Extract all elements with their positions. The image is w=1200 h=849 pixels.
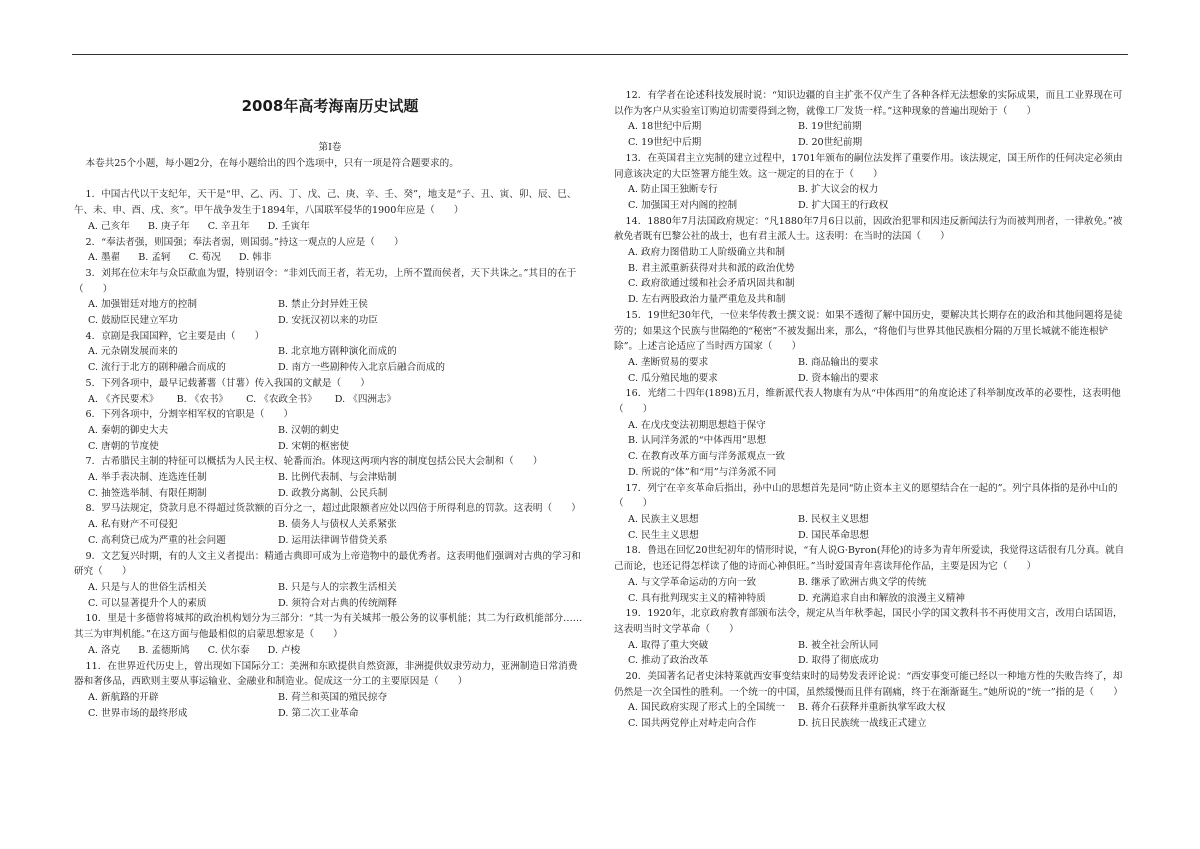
question-stem: 14．1880年7月法国政府规定：“凡1880年7月6日以前，因政治犯罪和因违反新闻法行为而被判刑者，一律赦免。”被赦免者既有巴黎公社的战士，也有君主派人士。这表明：在当时的法国（ ） [614, 215, 1123, 243]
answer-option: C. 流行于北方的剧种融合而成的 [88, 362, 226, 374]
answer-option: C. 推动了政治改革 [628, 655, 709, 667]
answer-option: B. 君主派重新获得对共和派的政治优势 [628, 262, 795, 274]
answer-option: C. 辛丑年 [207, 220, 250, 232]
answer-option: B. 禁止分封异姓王侯 [278, 299, 368, 311]
answer-option: C. 荀况 [188, 252, 221, 264]
answer-option: B. 扩大议会的权力 [798, 184, 879, 196]
answer-option: A. 与文学革命运动的方向一致 [628, 576, 757, 588]
option-list [614, 119, 1130, 150]
answer-option: D. 安抚汉初以来的功臣 [278, 315, 378, 327]
answer-option: A. 举手表决制、连选连任制 [88, 472, 207, 484]
answer-option: D. 《四洲志》 [334, 393, 397, 405]
answer-option: C. 瓜分殖民地的要求 [628, 372, 718, 384]
answer-option: C. 伏尔泰 [207, 644, 250, 656]
answer-option: B. 债务人与债权人关系紧张 [278, 519, 397, 531]
option-list [614, 418, 1130, 481]
question-stem: 9．文艺复兴时期，有的人文主义者提出：精通古典即可成为上帝造物中的最优秀者。这表明他们强调对古典的学习和研究（ ） [74, 550, 581, 578]
answer-option: C. 19世纪中后期 [628, 137, 702, 149]
question-stem: 6．下列各项中，分割宰相军权的官职是（ ） [85, 409, 294, 421]
answer-option: A. 取得了重大突破 [628, 639, 709, 651]
option-list [614, 512, 1130, 543]
answer-option: D. 南方一些剧种传入北京后融合而成的 [278, 362, 445, 374]
question-stem: 17．列宁在辛亥革命后指出，孙中山的思想首先是同“防止资本主义的愿望结合在一起的”。列宁具体指的是孙中山的（ ） [614, 482, 1118, 510]
answer-option: C. 可以显著提升个人的素质 [88, 597, 207, 609]
option-list [74, 250, 586, 266]
answer-option: A. 民族主义思想 [628, 513, 699, 525]
option-list [74, 297, 586, 328]
question [614, 669, 1130, 732]
answer-option: A. 《齐民要术》 [88, 393, 159, 405]
answer-option: D. 扩大国王的行政权 [798, 199, 889, 211]
option-list [74, 344, 586, 375]
question-stem: 3．刘邦在位末年与众臣歃血为盟，特别诏令：“非刘氏而王者，若无功，上所不置而侯者，天下共诛之。”其目的在于（ ） [74, 267, 577, 295]
answer-option: B. 孟轲 [138, 252, 171, 264]
answer-option: C. 《农政全书》 [246, 393, 317, 405]
answer-option: A. 只是与人的世俗生活相关 [88, 581, 207, 593]
option-list [74, 219, 586, 235]
option-list [74, 423, 586, 454]
question [614, 214, 1130, 308]
answer-option: A. 防止国王独断专行 [628, 184, 718, 196]
option-list [74, 470, 586, 501]
answer-option: A. 垄断贸易的要求 [628, 356, 709, 368]
answer-option: C. 世界市场的最终形成 [88, 707, 188, 719]
answer-option: C. 唐朝的节度使 [88, 440, 159, 452]
question [614, 481, 1130, 544]
answer-option: D. 左右两股政治力量严重危及共和制 [628, 294, 786, 306]
question [74, 187, 586, 234]
instructions: 本卷共25个小题，每小题2分，在每小题给出的四个选项中，只有一项是符合题要求的。 [85, 157, 459, 169]
answer-option: A. 己亥年 [88, 220, 130, 232]
answer-option: C. 国共两党停止对峙走向合作 [628, 718, 757, 730]
answer-option: B. 汉朝的刺史 [278, 424, 340, 436]
question-stem: 12．有学者在论述科技发展时说：“知识边疆的自主扩张不仅产生了各种各样无法想象的实际成果，而且工业界现在可以作为客户从实验室订购迫切需要得到之物，就像工厂发货一样。”这种现象的普遍出现始于（ ） [614, 90, 1123, 117]
option-list [614, 355, 1130, 386]
question-stem: 16．光绪二十四年(1898)五月，维新派代表人物康有为从“中体西用”的角度论述了科举制度改革的必要性，这表明他（ ） [614, 388, 1121, 416]
answer-option: B. 商品输出的要求 [798, 356, 879, 368]
question-stem: 19．1920年，北京政府教育部颁布法令，规定从当年秋季起，国民小学的国文教科书不再使用文言，改用白话国语，这表明当时文学革命（ ） [614, 608, 1123, 635]
answer-option: D. 所说的“体”和“用”与洋务派不同 [628, 466, 777, 478]
question [614, 543, 1130, 606]
answer-option: D. 第二次工业革命 [278, 707, 359, 719]
question-stem: 5．下列各项中，最早记载蕃薯（甘薯）传入我国的文献是（ ） [85, 377, 370, 389]
answer-option: D. 卢梭 [267, 644, 301, 656]
option-list [614, 700, 1130, 731]
question [614, 151, 1130, 214]
answer-option: A. 洛克 [88, 644, 121, 656]
answer-option: B. 比例代表制、与会津贴制 [278, 472, 397, 484]
option-list [614, 575, 1130, 606]
answer-option: B. 蒋介石获释并重新执掌军政大权 [798, 702, 946, 714]
answer-option: D. 宋朝的枢密使 [278, 440, 350, 452]
answer-option: A. 私有财产不可侵犯 [88, 519, 178, 531]
option-list [74, 690, 586, 721]
question-stem: 7．古希腊民主制的特征可以概括为人民主权、轮番而治。体现这两项内容的制度包括公民大会制和（ ） [85, 456, 543, 468]
question [74, 454, 586, 501]
question [614, 308, 1130, 387]
answer-option: B. 孟德斯鸠 [138, 644, 190, 656]
page-title: 2008年高考海南历史试题 [241, 97, 419, 115]
answer-option: B. 继承了欧洲古典文学的传统 [798, 576, 927, 588]
question-stem: 20．美国著名记者史沫特莱就西安事变结束时的局势发表评论说：“西安事变可能已经以一种地方性的失败告终了，却仍然是一次全国性的胜利。一个统一的中国，虽然缓慢而且伴有剧痛，终于在渐渐诞生。”她所说的“统一”指的是（ ） [614, 671, 1123, 698]
answer-option: D. 20世纪前期 [798, 137, 863, 149]
question [74, 611, 586, 658]
answer-option: B. 荷兰和英国的殖民掠夺 [278, 691, 388, 703]
question-stem: 4．京剧是我国国粹，它主要是由（ ） [85, 330, 265, 342]
question [74, 329, 586, 376]
option-list [74, 517, 586, 548]
answer-option: A. 18世纪中后期 [628, 121, 702, 133]
answer-option: A. 在戊戌变法初期思想趋于保守 [628, 419, 766, 431]
answer-option: C. 民生主义思想 [628, 529, 699, 541]
answer-option: C. 抽签选举制、有限任期制 [88, 487, 207, 499]
answer-option: B. 北京地方剧种演化而成的 [278, 346, 397, 358]
answer-option: B. 民权主义思想 [798, 513, 869, 525]
header-rule [72, 54, 1128, 55]
left-column [74, 88, 586, 721]
answer-option: A. 秦朝的御史大夫 [88, 424, 169, 436]
answer-option: B. 19世纪前期 [798, 121, 862, 133]
answer-option: A. 墨翟 [88, 252, 121, 264]
question-list-left [74, 187, 586, 721]
option-list [614, 182, 1130, 213]
answer-option: D. 国民革命思想 [798, 529, 870, 541]
question [74, 266, 586, 329]
answer-option: A. 元杂剧发展而来的 [88, 346, 178, 358]
question-stem: 18．鲁迅在回忆20世纪初年的情形时说，“有人说G·Byron(拜伦)的诗多为青年所爱读，我觉得这话很有几分真。就自己而论，也还记得怎样读了他的诗而心神俱旺。”当时爱国青年喜读拜伦作品，主要是因为它（ ） [614, 545, 1125, 573]
question-stem: 2．“奉法者强，则国强；奉法者弱，则国弱。”持这一观点的人应是（ ） [85, 236, 404, 248]
right-column [614, 88, 1130, 732]
answer-option: C. 具有批判现实主义的精神特质 [628, 592, 766, 604]
question [74, 235, 586, 266]
question [74, 549, 586, 612]
question-stem: 8．罗马法规定，贷款月息不得超过货款额的百分之一，超过此限额者应处以四倍于所得利息的罚款。这表明（ ） [85, 503, 581, 515]
answer-option: A. 加强钳廷对地方的控制 [88, 299, 197, 311]
answer-option: C. 加强国王对内阁的控制 [628, 199, 738, 211]
answer-option: C. 高利贷已成为严重的社会问题 [88, 534, 226, 546]
option-list [614, 638, 1130, 669]
question [74, 501, 586, 548]
question-stem: 15．19世纪30年代，一位来华传教士撰文说：如果不透彻了解中国历史，要解决其长期存在的政治和其他问题将是徒劳的；如果这个民族与世隔绝的“秘密”不被发掘出来，那么，“将他们与世界其他民族相分隔的万里长城就不能连根铲除”。上述言论适应了当时西方国家（ ） [614, 309, 1123, 353]
question [614, 88, 1130, 151]
answer-option: D. 运用法律调节借贷关系 [278, 534, 388, 546]
option-list [614, 245, 1130, 308]
answer-option: B. 只是与人的宗教生活相关 [278, 581, 397, 593]
question-list-right [614, 88, 1130, 732]
question-stem: 11．在世界近代历史上，曾出现如下国际分工：美洲和东欧提供自然资源，非洲提供奴隶劳动力，亚洲制造日常消费器和奢侈品，西欧则主要从事运输业、金融业和制造业。促成这一分工的主要原因是（ ） [74, 660, 578, 688]
option-list [74, 392, 586, 408]
answer-option: B. 《农书》 [176, 393, 229, 405]
option-list [74, 580, 586, 611]
answer-option: D. 壬寅年 [267, 220, 310, 232]
answer-option: B. 认同洋务派的“中体西用”思想 [628, 435, 767, 447]
section-heading: 第Ⅰ卷 [318, 142, 342, 153]
answer-option: D. 取得了彻底成功 [798, 655, 879, 667]
answer-option: A. 新航路的开辟 [88, 691, 159, 703]
question [74, 376, 586, 407]
answer-option: A. 国民政府实现了形式上的全国统一 [628, 702, 785, 714]
answer-option: C. 在教育改革方面与洋务派观点一致 [628, 451, 786, 463]
answer-option: D. 政教分离制、公民兵制 [278, 487, 388, 499]
answer-option: D. 资本输出的要求 [798, 372, 879, 384]
answer-option: C. 政府欲通过缓和社会矛盾巩固共和制 [628, 278, 795, 290]
option-list [74, 643, 586, 659]
answer-option: B. 被全社会所认同 [798, 639, 879, 651]
answer-option: C. 鼓励臣民建立军功 [88, 315, 178, 327]
answer-option: D. 韩非 [238, 252, 272, 264]
question [74, 407, 586, 454]
question-stem: 10．里是十多德曾将城邦的政治机构划分为三部分：“其一为有关城邦一般公务的议事机能；其二为行政机能部分……其三为审判机能。”在这方面与他最相似的启蒙思想家是（ ） [74, 613, 583, 641]
question [614, 386, 1130, 480]
answer-option: A. 政府力图借助工人阶级确立共和制 [628, 247, 785, 259]
answer-option: D. 抗日民族统一战线正式建立 [798, 718, 927, 730]
answer-option: D. 须符合对古典的传统阐释 [278, 597, 397, 609]
answer-option: D. 充满追求自由和解放的浪漫主义精神 [798, 592, 965, 604]
answer-option: B. 庚子年 [147, 220, 190, 232]
question-stem: 13．在英国君主立宪制的建立过程中，1701年颁布的嗣位法发挥了重要作用。该法规定，国王所作的任何决定必须由同意该决定的大臣签署方能生效。这一规定的目的在于（ ） [614, 152, 1123, 180]
question [74, 659, 586, 722]
question-stem: 1．中国古代以干支纪年，天干是“甲、乙、丙、丁、戊、己、庚、辛、壬、癸”，地支是“子、丑、寅、卯、辰、巳、午、未、申、酉、戌、亥”。甲午战争发生于1894年，八国联军侵华的1900年应是（ ） [74, 189, 577, 217]
question [614, 606, 1130, 669]
